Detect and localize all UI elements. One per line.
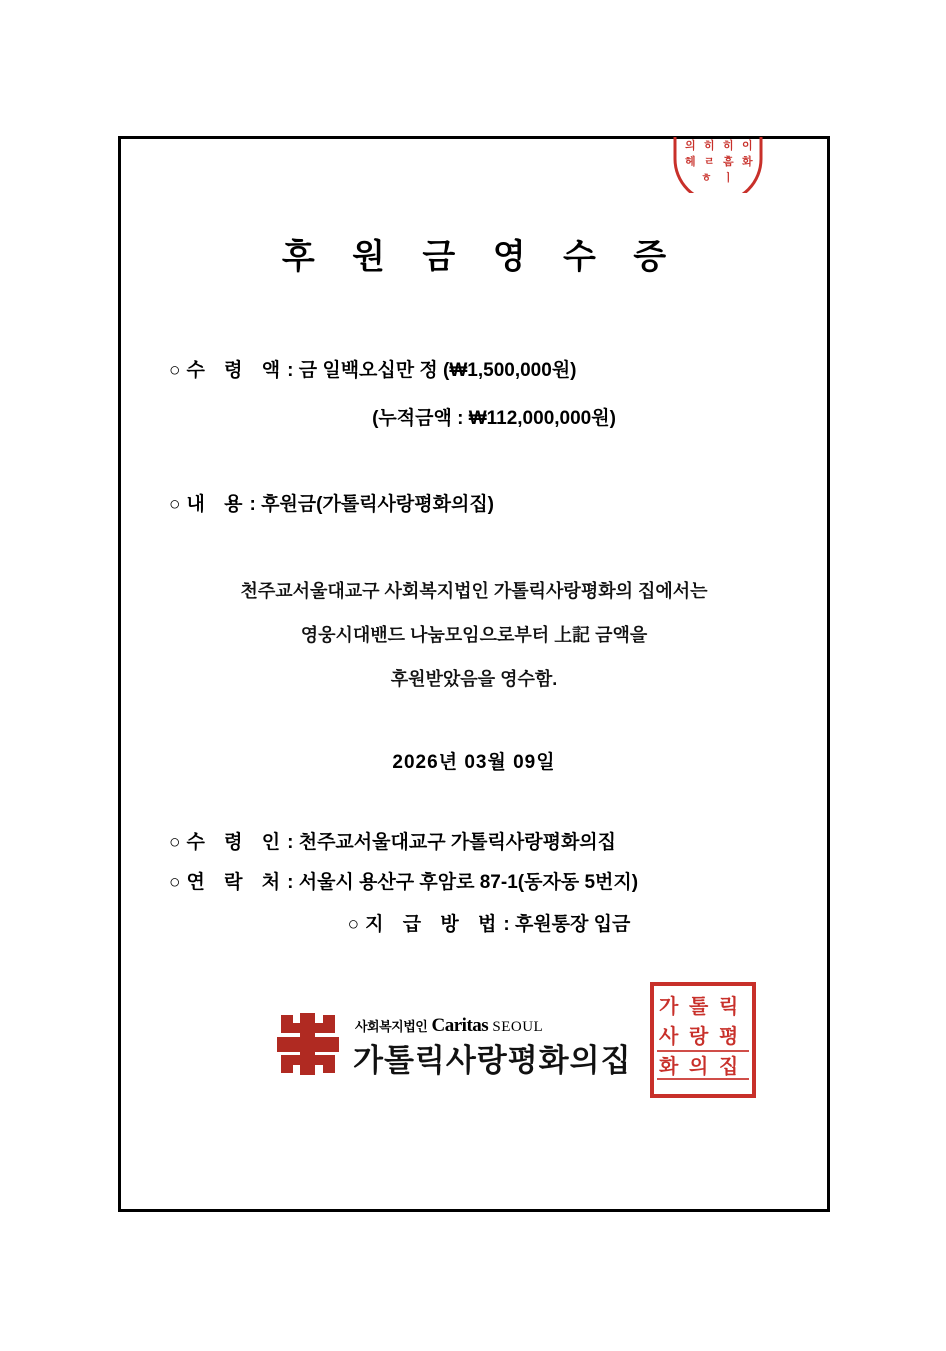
logo-corporation-prefix: 사회복지법인 (355, 1019, 428, 1034)
logo-caritas-line (355, 1015, 543, 1037)
svg-text:히: 히 (704, 139, 715, 152)
svg-text:가: 가 (659, 994, 679, 1018)
svg-text:ㅣ: ㅣ (723, 171, 734, 184)
bullet-icon: ○ (169, 360, 181, 381)
svg-text:릭: 릭 (719, 994, 739, 1018)
contact-separator: : (287, 872, 294, 893)
statement-line-2: 영웅시대밴드 나눔모임으로부터 上記 금액을 (300, 625, 648, 645)
svg-text:의: 의 (685, 139, 696, 152)
caritas-cross-icon (271, 1011, 345, 1077)
logo-korean-name: 가톨릭사랑평화의집 (353, 1043, 632, 1078)
svg-text:집: 집 (719, 1054, 739, 1078)
logo-seoul-text: SEOUL (492, 1019, 544, 1035)
svg-text:흠: 흠 (723, 155, 734, 168)
svg-text:화: 화 (659, 1054, 679, 1078)
amount-separator: : (287, 360, 294, 381)
bottom-red-official-stamp (649, 981, 757, 1099)
content-row (169, 489, 494, 516)
contact-label: 연 락 처 (186, 872, 288, 893)
page-title: 후 원 금 영 수 증 (281, 238, 681, 276)
contact-row (169, 867, 638, 894)
bullet-icon: ○ (169, 872, 181, 893)
amount-label: 수 령 액 (186, 360, 288, 381)
receiver-label: 수 령 인 (186, 832, 288, 853)
amount-row (169, 355, 577, 382)
accumulated-amount-row: (누적금액 : ₩112,000,000원) (372, 408, 616, 429)
bullet-icon: ○ (169, 832, 181, 853)
content-label: 내 용 (186, 494, 250, 515)
statement-line-1: 천주교서울대교구 사회복지법인 가톨릭사랑평화의 집에서는 (240, 581, 708, 601)
bullet-icon: ○ (169, 494, 181, 515)
logo-caritas-text: Caritas (431, 1015, 489, 1036)
statement-line-3: 후원받았음을 영수함. (390, 669, 558, 689)
donation-receipt-document (118, 136, 830, 1212)
bullet-icon: ○ (347, 914, 360, 935)
content-separator: : (249, 494, 256, 515)
payment-value: 후원통장 입금 (514, 914, 631, 935)
svg-text:화: 화 (742, 155, 753, 168)
receiver-separator: : (287, 832, 294, 853)
contact-value: 서울시 용산구 후암로 87-1(동자동 5번지) (298, 872, 639, 893)
svg-text:이: 이 (742, 139, 753, 152)
svg-text:랑: 랑 (689, 1024, 709, 1048)
receiver-row (169, 827, 616, 854)
issue-date: 2026년 03월 09일 (392, 752, 556, 773)
payment-label: 지 급 방 법 (365, 914, 504, 935)
svg-text:톨: 톨 (689, 994, 709, 1018)
top-red-seal (671, 137, 765, 193)
receiver-value: 천주교서울대교구 가톨릭사랑평화의집 (298, 832, 617, 853)
amount-value: 금 일백오십만 정 (₩1,500,000원) (298, 360, 577, 381)
svg-text:ㄹ: ㄹ (704, 155, 715, 168)
svg-text:평: 평 (719, 1024, 739, 1048)
svg-text:의: 의 (689, 1054, 709, 1078)
organization-logo (271, 999, 671, 1099)
svg-text:사: 사 (659, 1024, 679, 1048)
payment-separator: : (503, 914, 510, 935)
payment-method-row (121, 909, 827, 936)
content-value: 후원금(가톨릭사랑평화의집) (261, 494, 494, 515)
svg-text:헤: 헤 (685, 155, 696, 168)
svg-text:히: 히 (723, 139, 734, 152)
svg-text:ㅎ: ㅎ (701, 171, 712, 184)
